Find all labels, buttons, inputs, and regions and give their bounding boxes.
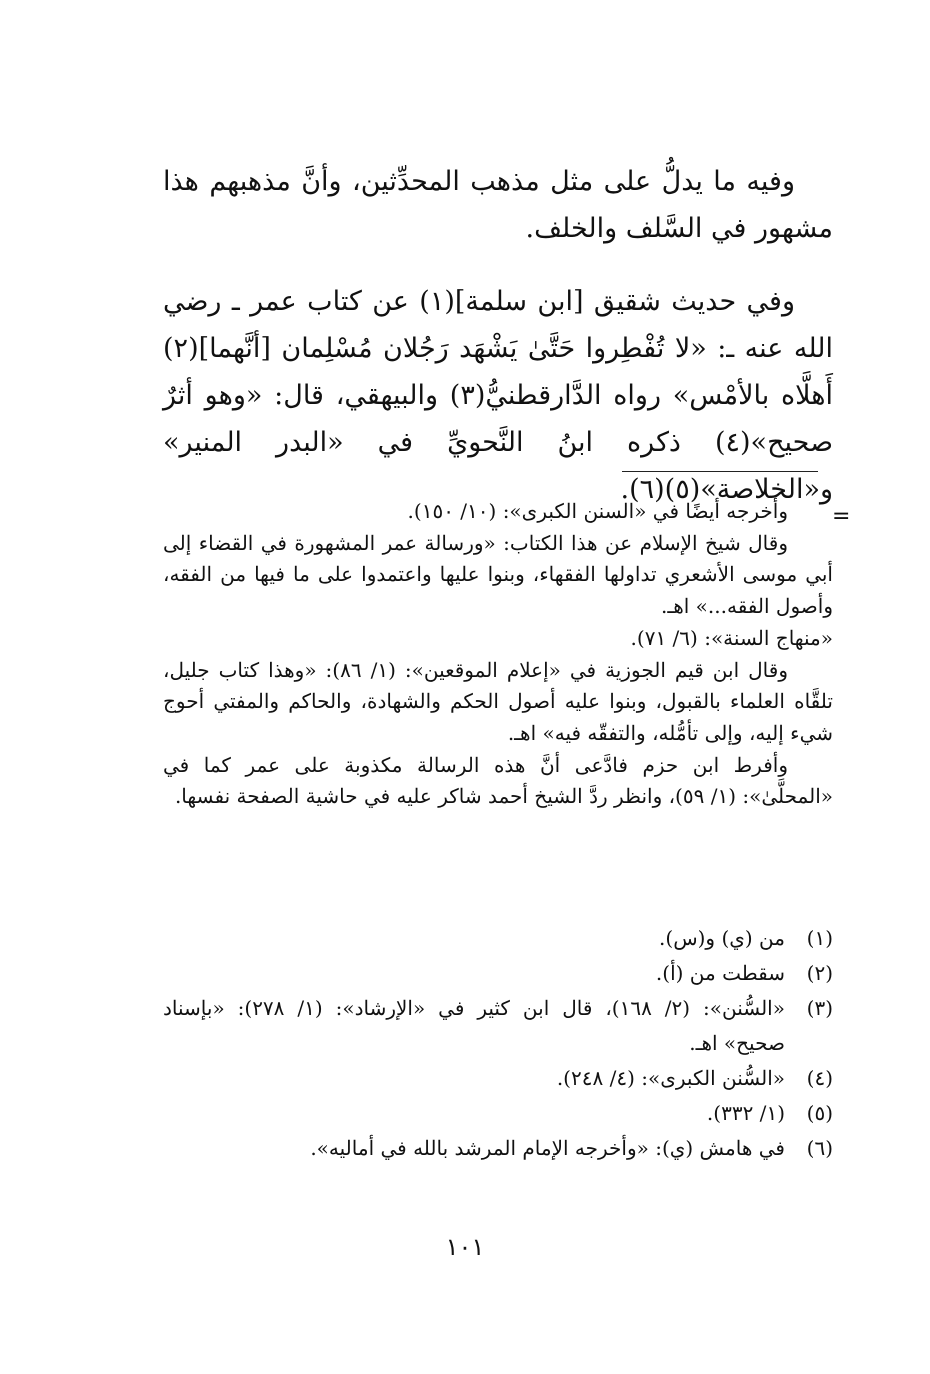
footnote-item <box>163 991 833 1061</box>
footnote-item <box>163 921 833 956</box>
footnote-text: (١/ ٣٣٢). <box>706 1101 785 1125</box>
footnote-item <box>163 956 833 991</box>
continuation-mark: = <box>832 504 851 529</box>
page-number: ١٠١ <box>445 1233 485 1261</box>
footnote-number: (٥) <box>806 1101 833 1125</box>
footnote-text: في هامش (ي): «وأخرجه الإمام المرشد بالله في أماليه». <box>310 1136 785 1160</box>
continued-footnote <box>163 496 833 813</box>
footnote-divider <box>622 471 818 472</box>
note-paragraph: وقال شيخ الإسلام عن هذا الكتاب: «ورسالة عمر المشهورة في القضاء إلى أبي موسى الأشعري تداولها الفقهاء، وبنوا عليها واعتمدوا على ما فيها من الفقه، وأصول الفقه...» اهـ. <box>163 530 833 619</box>
footnote-item <box>163 1131 833 1166</box>
main-paragraph: وفي حديث شقيق [ابن سلمة](١) عن كتاب عمر ـ رضي الله عنه ـ: «لا تُفْطِروا حَتَّىٰ يَشْهَد رَجُلان مُسْلِمان [أنَّهما](٢) أَهلَّاه بالأمْس» رواه الدَّارقطنيُّ(٣) والبيهقي، قال: «وهو أثرٌ صحيح»(٤) ذكره ابنُ النَّحويِّ في «البدر المنير» و«الخلاصة»(٥)(٦). <box>163 286 833 505</box>
footnote-number: (٢) <box>806 961 833 985</box>
main-paragraph: وفيه ما يدلُّ على مثل مذهب المحدِّثين، وأنَّ مذهبهم هذا مشهور في السَّلف والخلف. <box>163 166 833 244</box>
footnote-item <box>163 1061 833 1096</box>
footnote-number: (٣) <box>806 996 833 1020</box>
footnote-text: سقطت من (أ). <box>655 961 785 985</box>
main-text-block-2 <box>163 278 833 513</box>
footnote-text: من (ي) و(س). <box>659 926 785 950</box>
main-text-block-1 <box>163 158 833 252</box>
footnote-item <box>163 1096 833 1131</box>
footnote-list <box>163 921 833 1166</box>
note-paragraph: وقال ابن قيم الجوزية في «إعلام الموقعين»: (١/ ٨٦): «وهذا كتاب جليل، تلقَّاه العلماء بالقبول، وبنوا عليه أصول الحكم والشهادة، والحاكم والمفتي أحوج شيء إليه، وإلى تأمُّله، والتفقّه فيه» اهـ. <box>163 657 833 745</box>
note-paragraph: وأخرجه أيضًا في «السنن الكبرى»: (١٠/ ١٥٠). <box>407 499 788 523</box>
footnote-text: «السُّنن»: (٢/ ١٦٨)، قال ابن كثير في «الإرشاد»: (١/ ٢٧٨): «بإسناد صحيح» اهـ. <box>163 996 785 1055</box>
note-paragraph: «منهاج السنة»: (٦/ ٧١). <box>630 625 833 650</box>
footnote-number: (٤) <box>806 1066 833 1090</box>
footnote-text: «السُّنن الكبرى»: (٤/ ٢٤٨). <box>556 1066 785 1090</box>
note-paragraph: وأفرط ابن حزم فادَّعى أنَّ هذه الرسالة مكذوبة على عمر كما في «المحلَّىٰ»: (١/ ٥٩)، وانظر ردَّ الشيخ أحمد شاكر عليه في حاشية الصفحة نفسها. <box>163 752 833 809</box>
footnote-number: (٦) <box>806 1136 833 1160</box>
footnote-number: (١) <box>806 926 833 950</box>
